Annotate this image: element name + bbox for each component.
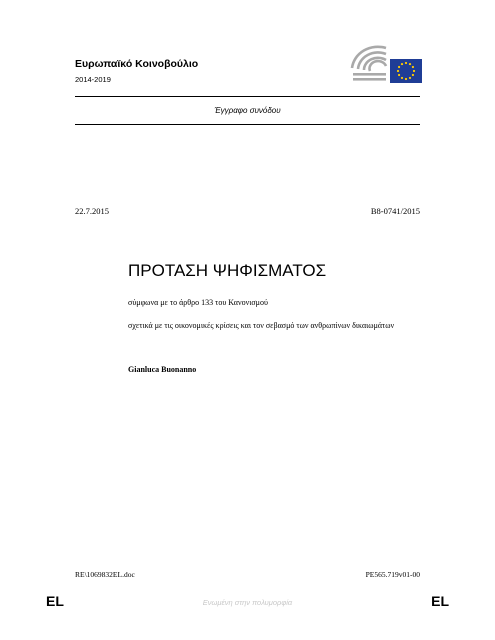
header-rule-top xyxy=(75,96,420,97)
author-name: Gianluca Buonanno xyxy=(128,365,197,374)
parliamentary-term: 2014-2019 xyxy=(75,75,111,84)
eu-star-icon xyxy=(412,74,414,76)
header-rule-bottom xyxy=(75,124,420,125)
eu-star-icon xyxy=(409,63,411,65)
european-parliament-logo xyxy=(348,42,424,84)
eu-star-icon xyxy=(413,70,415,72)
subject-text: σχετικά με τις οικονομικές κρίσεις και τον σεβασμό των ανθρωπίνων δικαιωμάτων xyxy=(128,321,395,330)
eu-star-icon xyxy=(412,66,414,68)
organization-name: Ευρωπαϊκό Κοινοβούλιο xyxy=(75,58,199,70)
document-date: 22.7.2015 xyxy=(75,206,109,216)
footer-motto: Ενωμένη στην πολυμορφία xyxy=(202,598,293,607)
document-reference: B8-0741/2015 xyxy=(370,206,420,216)
rule-reference: σύμφωνα με το άρθρο 133 του Κανονισμού xyxy=(128,298,268,307)
language-code-right: EL xyxy=(431,593,449,609)
file-reference: RE\1069832EL.doc xyxy=(75,570,135,579)
eu-star-icon xyxy=(401,63,403,65)
eu-star-icon xyxy=(398,74,400,76)
document-type: Έγγραφο συνόδου xyxy=(214,106,281,115)
pe-reference: PE565.719v01-00 xyxy=(365,570,420,579)
eu-star-icon xyxy=(405,78,407,80)
eu-star-icon xyxy=(401,77,403,79)
language-code-left: EL xyxy=(46,593,64,609)
eu-star-icon xyxy=(405,62,407,64)
eu-star-icon xyxy=(398,66,400,68)
document-title: ΠΡΟΤΑΣΗ ΨΗΦΙΣΜΑΤΟΣ xyxy=(128,261,327,280)
eu-star-icon xyxy=(397,70,399,72)
eu-star-icon xyxy=(409,77,411,79)
